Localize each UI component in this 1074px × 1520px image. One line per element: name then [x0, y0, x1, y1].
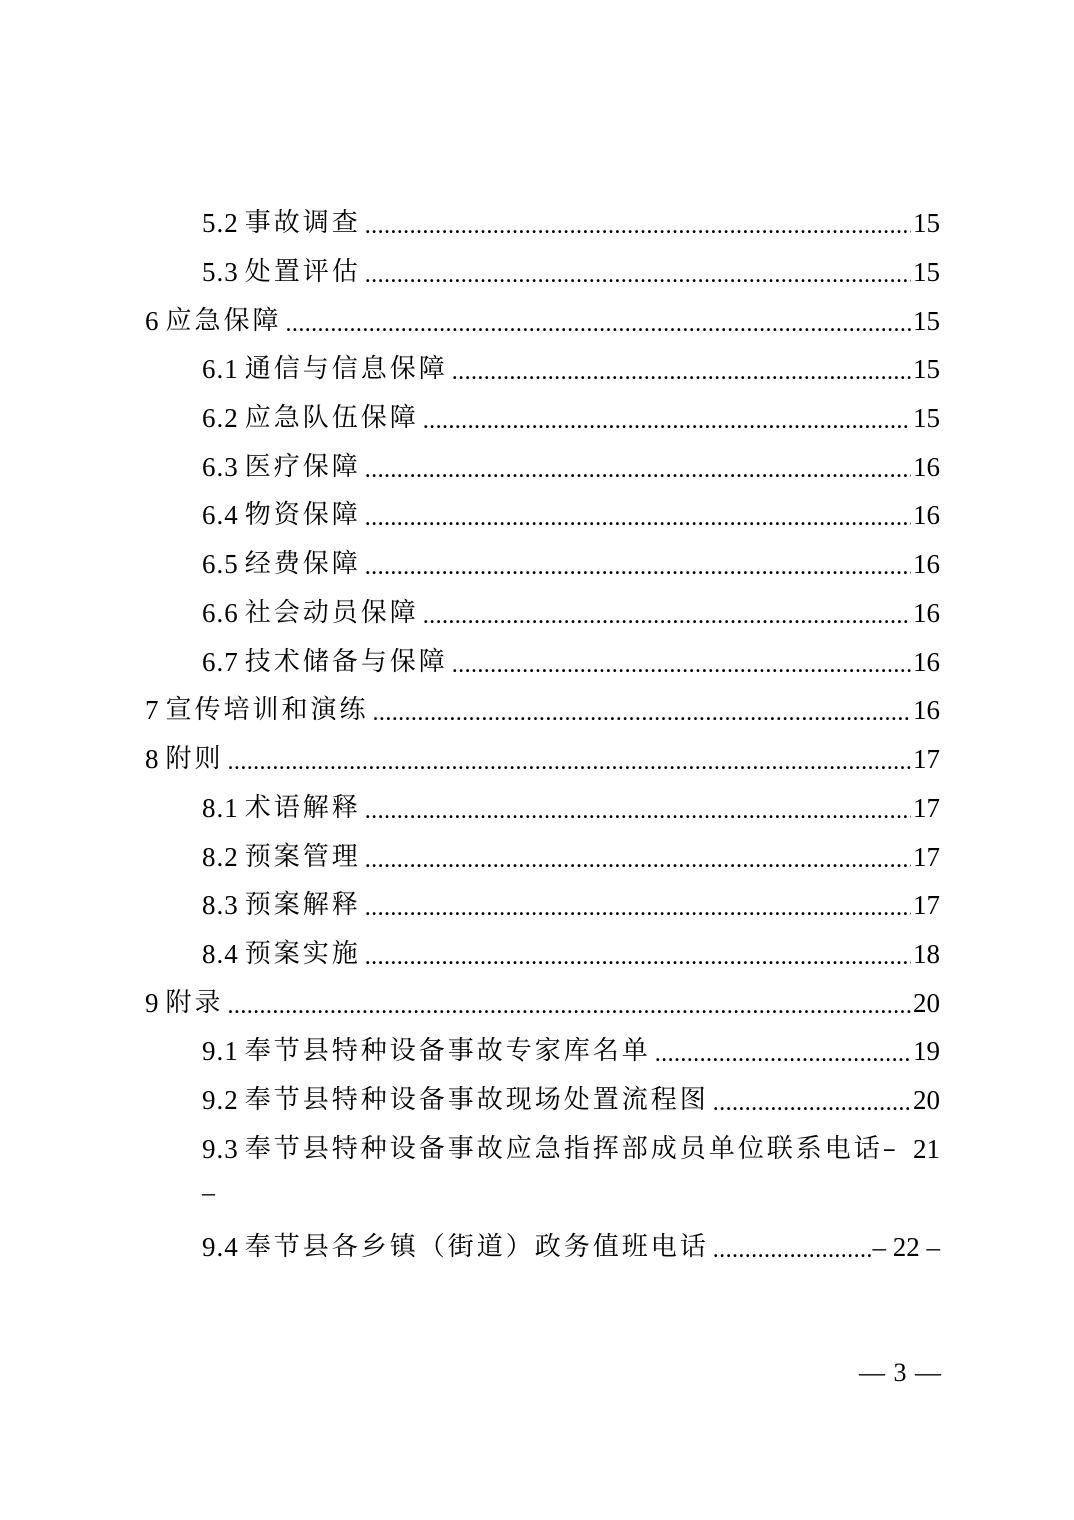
toc-entry-8-2[interactable]	[0, 826, 1074, 875]
dot-leader	[423, 595, 911, 631]
toc-entry-page: 16	[913, 695, 940, 725]
dot-leader	[228, 741, 911, 777]
dot-leader	[365, 449, 911, 485]
page-number: — 3 —	[859, 1358, 942, 1387]
toc-entry-title: 预案解释	[244, 890, 361, 920]
dot-leader	[365, 839, 911, 875]
dot-leader	[452, 644, 911, 680]
toc-entry-title: 附则	[165, 744, 224, 774]
dot-leader	[655, 1033, 911, 1069]
toc-entry-6-7[interactable]	[0, 631, 1074, 680]
toc-entry-number: 8.3	[202, 890, 239, 920]
dot-leader	[365, 546, 911, 582]
toc-entry-number: 6.6	[202, 598, 239, 628]
toc-entry-9-2[interactable]	[0, 1069, 1074, 1118]
toc-entry-title: 奉节县各乡镇（街道）政务值班电话	[244, 1232, 709, 1262]
toc-entry-title: 奉节县特种设备事故专家库名单	[244, 1036, 651, 1066]
toc-entry-9-3-wrap: –	[202, 1178, 215, 1207]
dot-leader	[228, 985, 911, 1021]
toc-entry-8[interactable]	[0, 728, 1074, 777]
dot-leader	[423, 400, 911, 436]
toc-entry-number: 6.7	[202, 647, 239, 677]
toc-entry-page: 15	[913, 354, 940, 384]
toc-entry-6[interactable]	[0, 290, 1074, 339]
toc-entry-8-4[interactable]	[0, 923, 1074, 972]
toc-entry-title: 事故调查	[244, 208, 361, 238]
dot-leader	[713, 1229, 871, 1265]
toc-entry-number: 9.4	[202, 1232, 239, 1262]
toc-entry-number: 6.4	[202, 500, 239, 530]
toc-entry-number: 6.5	[202, 549, 239, 579]
toc-entry-title: 预案管理	[244, 842, 361, 872]
toc-entry-number: 9	[145, 988, 160, 1018]
dot-leader	[713, 1082, 911, 1118]
toc-entry-number: 8.2	[202, 842, 239, 872]
toc-entry-5-2[interactable]	[0, 192, 1074, 241]
toc-entry-number: 6	[145, 306, 160, 336]
dot-leader	[365, 205, 911, 241]
toc-entry-6-3[interactable]	[0, 436, 1074, 485]
toc-entry-page: 18	[913, 939, 940, 969]
toc-entry-6-2[interactable]	[0, 387, 1074, 436]
toc-entry-6-1[interactable]	[0, 338, 1074, 387]
dot-leader	[365, 936, 911, 972]
toc-entry-page: – 22 –	[872, 1232, 940, 1262]
toc-entry-title: 宣传培训和演练	[165, 695, 369, 725]
toc-entry-page: 15	[913, 208, 940, 238]
toc-entry-number: 9.2	[202, 1085, 239, 1115]
toc-entry-title: 附录	[165, 988, 224, 1018]
toc-entry-title: 应急队伍保障	[244, 403, 419, 433]
toc-entry-number: 8.4	[202, 939, 239, 969]
dot-leader	[365, 887, 911, 923]
toc-entry-title: 技术储备与保障	[244, 647, 448, 677]
toc-entry-title: 物资保障	[244, 500, 361, 530]
toc-entry-page: 16	[913, 549, 940, 579]
toc-entry-number: 6.2	[202, 403, 239, 433]
toc-entry-title: 经费保障	[244, 549, 361, 579]
toc-entry-9[interactable]	[0, 972, 1074, 1021]
toc-entry-8-1[interactable]	[0, 777, 1074, 826]
toc-entry-page: 20	[913, 988, 940, 1018]
dot-leader	[286, 303, 911, 339]
toc-entry-page: 16	[913, 452, 940, 482]
dot-leader	[365, 790, 911, 826]
dot-leader	[365, 254, 911, 290]
toc-entry-title: 预案实施	[244, 939, 361, 969]
toc-entry-page: 17	[913, 890, 940, 920]
toc-entry-page: 19	[913, 1036, 940, 1066]
toc-entry-page: 20	[913, 1085, 940, 1115]
toc-entry-9-3[interactable]	[0, 1118, 1074, 1167]
toc-entry-page: 21	[913, 1134, 940, 1164]
toc-entry-number: 5.3	[202, 257, 239, 287]
toc-entry-title: 处置评估	[244, 257, 361, 287]
toc-entry-page: 17	[913, 842, 940, 872]
toc-entry-number: 8	[145, 744, 160, 774]
toc-entry-number: 6.1	[202, 354, 239, 384]
dot-leader	[373, 692, 911, 728]
toc-entry-title: 术语解释	[244, 793, 361, 823]
toc-entry-number: 9.1	[202, 1036, 239, 1066]
toc-entry-number: 9.3	[202, 1134, 239, 1164]
toc-entry-page: 16	[913, 598, 940, 628]
toc-entry-page: 16	[913, 647, 940, 677]
toc-entry-9-4[interactable]	[0, 1216, 1074, 1265]
toc-entry-title: 医疗保障	[244, 452, 361, 482]
toc-entry-number: 8.1	[202, 793, 239, 823]
toc-entry-5-3[interactable]	[0, 241, 1074, 290]
toc-entry-page: 17	[913, 793, 940, 823]
toc-entry-title: 应急保障	[165, 306, 282, 336]
dot-leader	[452, 351, 911, 387]
toc-entry-8-3[interactable]	[0, 874, 1074, 923]
toc-entry-title: 奉节县特种设备事故应急指挥部成员单位联系电话–	[244, 1134, 899, 1164]
toc-entry-page: 15	[913, 403, 940, 433]
toc-entry-6-5[interactable]	[0, 533, 1074, 582]
toc-entry-page: 15	[913, 306, 940, 336]
toc-entry-page: 15	[913, 257, 940, 287]
toc-entry-page: 16	[913, 500, 940, 530]
toc-entry-7[interactable]	[0, 679, 1074, 728]
toc-entry-number: 5.2	[202, 208, 239, 238]
toc-entry-title: 通信与信息保障	[244, 354, 448, 384]
toc-entry-6-6[interactable]	[0, 582, 1074, 631]
toc-entry-title: 社会动员保障	[244, 598, 419, 628]
toc-entry-6-4[interactable]	[0, 484, 1074, 533]
toc-entry-number: 6.3	[202, 452, 239, 482]
toc-entry-title: 奉节县特种设备事故现场处置流程图	[244, 1085, 709, 1115]
toc-entry-number: 7	[145, 695, 160, 725]
toc-entry-page: 17	[913, 744, 940, 774]
dot-leader	[365, 497, 911, 533]
toc-entry-9-1[interactable]	[0, 1020, 1074, 1069]
